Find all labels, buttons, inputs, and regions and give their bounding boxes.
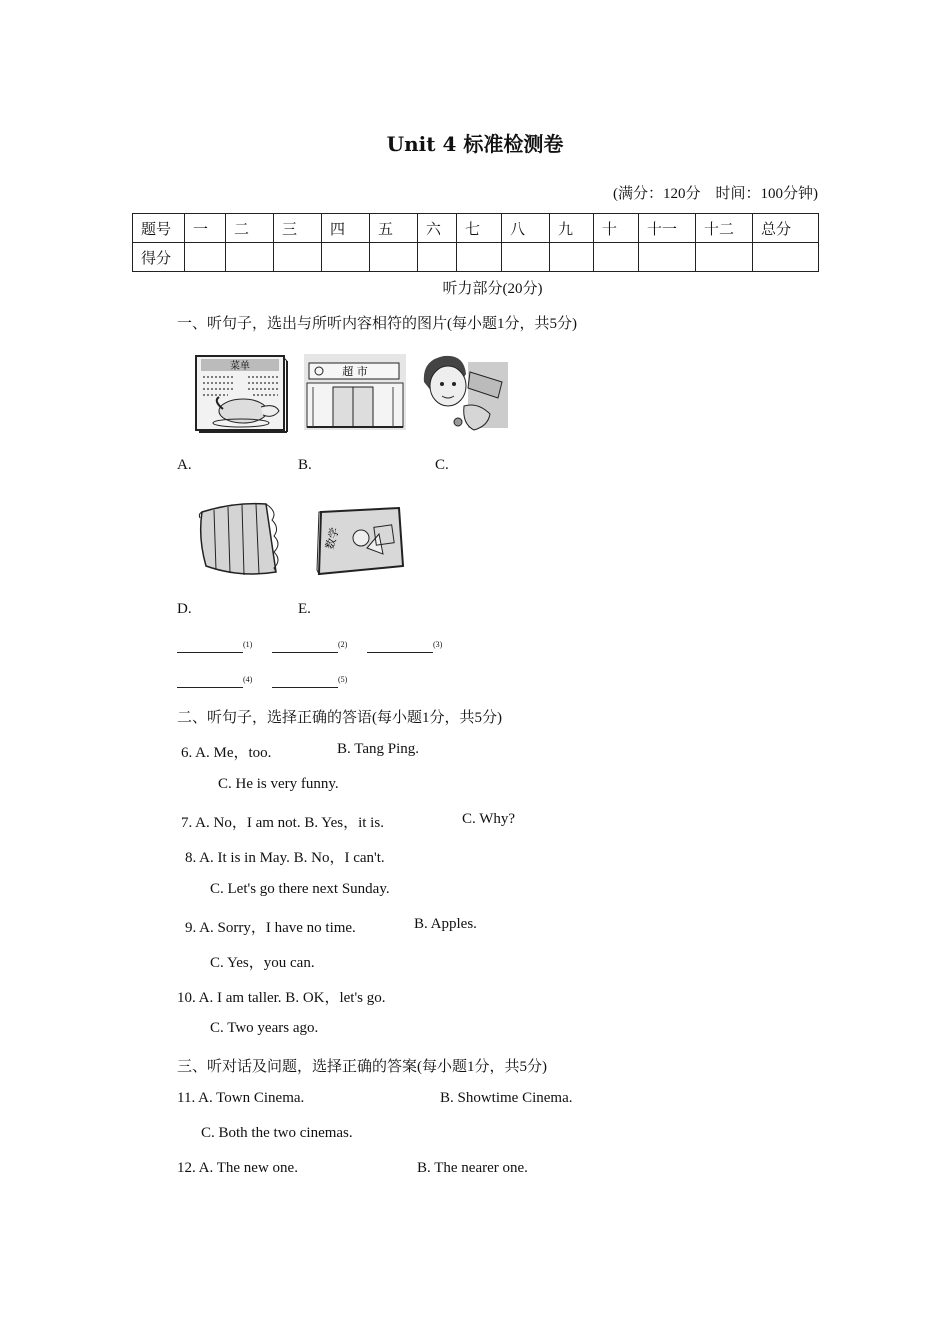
- question-line: 8. A. It is in May. B. No，I can't.: [185, 850, 385, 866]
- picture-label-c: C.: [435, 457, 449, 473]
- question-line: C. Let's go there next Sunday.: [210, 881, 390, 897]
- menu-text: 菜单: [230, 361, 250, 372]
- blank-number: (5): [338, 675, 348, 684]
- score-cell[interactable]: [185, 243, 226, 272]
- answer-blank-3[interactable]: [367, 638, 442, 658]
- table-cell: 七: [457, 214, 502, 243]
- boy-phone-picture: [418, 352, 512, 434]
- score-cell[interactable]: [274, 243, 322, 272]
- question-line: C. Why?: [462, 811, 516, 827]
- blank-number: (2): [338, 640, 348, 649]
- math-book-picture: [313, 504, 407, 576]
- blank-line[interactable]: [272, 673, 338, 688]
- score-cell[interactable]: [502, 243, 550, 272]
- table-cell: 十: [594, 214, 639, 243]
- question-line: 6. A. Me，too.: [181, 745, 272, 761]
- answer-blank-2[interactable]: [272, 638, 347, 658]
- table-cell: 三: [274, 214, 322, 243]
- question-line: C. Two years ago.: [210, 1020, 319, 1036]
- answer-blank-1[interactable]: [177, 638, 252, 658]
- blank-line[interactable]: [272, 638, 338, 653]
- question-line: C. Both the two cinemas.: [201, 1125, 353, 1141]
- score-time-info: (满分：120分 时间：100分钟): [613, 186, 818, 202]
- question-line: B. The nearer one.: [417, 1160, 528, 1176]
- blank-line[interactable]: [177, 638, 243, 653]
- page-title: Unit 4 标准检测卷: [386, 132, 564, 156]
- blank-number: (3): [433, 640, 443, 649]
- section1-heading: 一、听句子，选出与所听内容相符的图片(每小题1分，共5分): [177, 316, 577, 332]
- table-cell: 得分: [133, 243, 185, 272]
- question-line: B. Apples.: [414, 916, 477, 932]
- question-line: C. Yes，you can.: [210, 955, 315, 971]
- table-cell: 题号: [133, 214, 185, 243]
- picture-label-e: E.: [298, 601, 311, 617]
- blank-line[interactable]: [177, 673, 243, 688]
- score-table-score-row: [133, 243, 819, 272]
- section3-heading: 三、听对话及问题，选择正确的答案(每小题1分，共5分): [177, 1059, 547, 1075]
- skirt-picture: [194, 498, 284, 580]
- section2-heading: 二、听句子，选择正确的答语(每小题1分，共5分): [177, 710, 502, 726]
- blank-number: (1): [243, 640, 253, 649]
- table-cell: 十一: [639, 214, 696, 243]
- question-line: 12. A. The new one.: [177, 1160, 298, 1176]
- supermarket-picture: [303, 353, 407, 431]
- question-line: 9. A. Sorry，I have no time.: [185, 920, 356, 936]
- score-cell[interactable]: [226, 243, 274, 272]
- answer-blank-4[interactable]: [177, 673, 252, 693]
- score-cell[interactable]: [370, 243, 418, 272]
- question-line: C. He is very funny.: [218, 776, 339, 792]
- score-cell[interactable]: [550, 243, 594, 272]
- table-cell: 二: [226, 214, 274, 243]
- score-table: [132, 213, 819, 272]
- table-cell: 八: [502, 214, 550, 243]
- picture-label-d: D.: [177, 601, 192, 617]
- question-line: 7. A. No，I am not. B. Yes，it is.: [181, 815, 384, 831]
- blank-number: (4): [243, 675, 253, 684]
- score-cell[interactable]: [696, 243, 753, 272]
- score-cell[interactable]: [322, 243, 370, 272]
- question-line: 11. A. Town Cinema.: [177, 1090, 305, 1106]
- table-cell: 总分: [753, 214, 819, 243]
- score-cell[interactable]: [418, 243, 457, 272]
- question-line: B. Showtime Cinema.: [440, 1090, 573, 1106]
- book-title-text: 数学: [323, 526, 342, 551]
- score-cell[interactable]: [594, 243, 639, 272]
- picture-label-b: B.: [298, 457, 312, 473]
- question-line: B. Tang Ping.: [337, 741, 420, 757]
- score-table-header-row: [133, 214, 819, 243]
- supermarket-sign-text: 超 市: [342, 365, 368, 378]
- score-cell[interactable]: [457, 243, 502, 272]
- table-cell: 五: [370, 214, 418, 243]
- question-line: 10. A. I am taller. B. OK，let's go.: [177, 990, 386, 1006]
- score-cell[interactable]: [753, 243, 819, 272]
- picture-label-a: A.: [177, 457, 192, 473]
- table-cell: 一: [185, 214, 226, 243]
- table-cell: 十二: [696, 214, 753, 243]
- listening-header: 听力部分(20分): [442, 281, 543, 297]
- score-cell[interactable]: [639, 243, 696, 272]
- table-cell: 六: [418, 214, 457, 243]
- answer-blank-5[interactable]: [272, 673, 347, 693]
- table-cell: 四: [322, 214, 370, 243]
- blank-line[interactable]: [367, 638, 433, 653]
- table-cell: 九: [550, 214, 594, 243]
- menu-picture: [193, 353, 288, 433]
